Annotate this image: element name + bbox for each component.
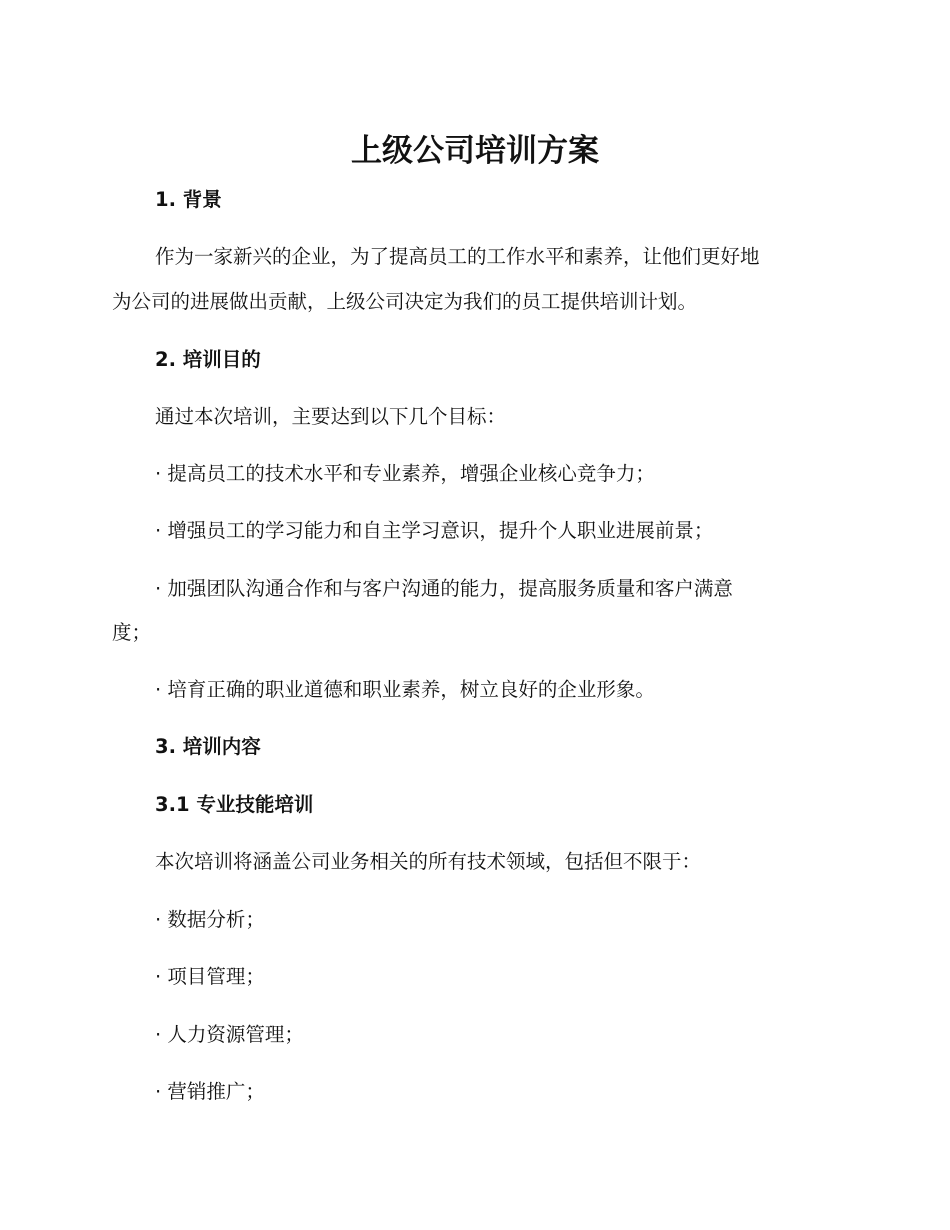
document-title: 上级公司培训方案 <box>351 133 599 169</box>
list-item: · 增强员工的学习能力和自主学习意识，提升个人职业进展前景； <box>155 519 714 542</box>
list-item: · 提高员工的技术水平和专业素养，增强企业核心竞争力； <box>155 462 655 485</box>
list-item: · 数据分析； <box>155 908 265 931</box>
paragraph-line: 本次培训将涵盖公司业务相关的所有技术领域，包括但不限于： <box>155 850 702 873</box>
paragraph-line: 通过本次培训，主要达到以下几个目标： <box>155 405 507 428</box>
list-item: · 营销推广； <box>155 1080 265 1103</box>
list-item: · 人力资源管理； <box>155 1023 304 1046</box>
list-item: · 加强团队沟通合作和与客户沟通的能力，提高服务质量和客户满意 <box>155 577 733 600</box>
list-item: · 项目管理； <box>155 965 265 988</box>
section-heading-background: 1. 背景 <box>155 188 222 211</box>
paragraph-line: 作为一家新兴的企业，为了提高员工的工作水平和素养，让他们更好地 <box>155 245 760 268</box>
section-heading-content: 3. 培训内容 <box>155 735 261 758</box>
paragraph-line: 为公司的进展做出贡献，上级公司决定为我们的员工提供培训计划。 <box>112 290 698 313</box>
list-item: · 培育正确的职业道德和职业素养，树立良好的企业形象。 <box>155 678 655 701</box>
section-heading-goals: 2. 培训目的 <box>155 348 261 371</box>
subsection-heading: 3.1 专业技能培训 <box>155 793 314 816</box>
list-item-continuation: 度； <box>112 621 152 644</box>
